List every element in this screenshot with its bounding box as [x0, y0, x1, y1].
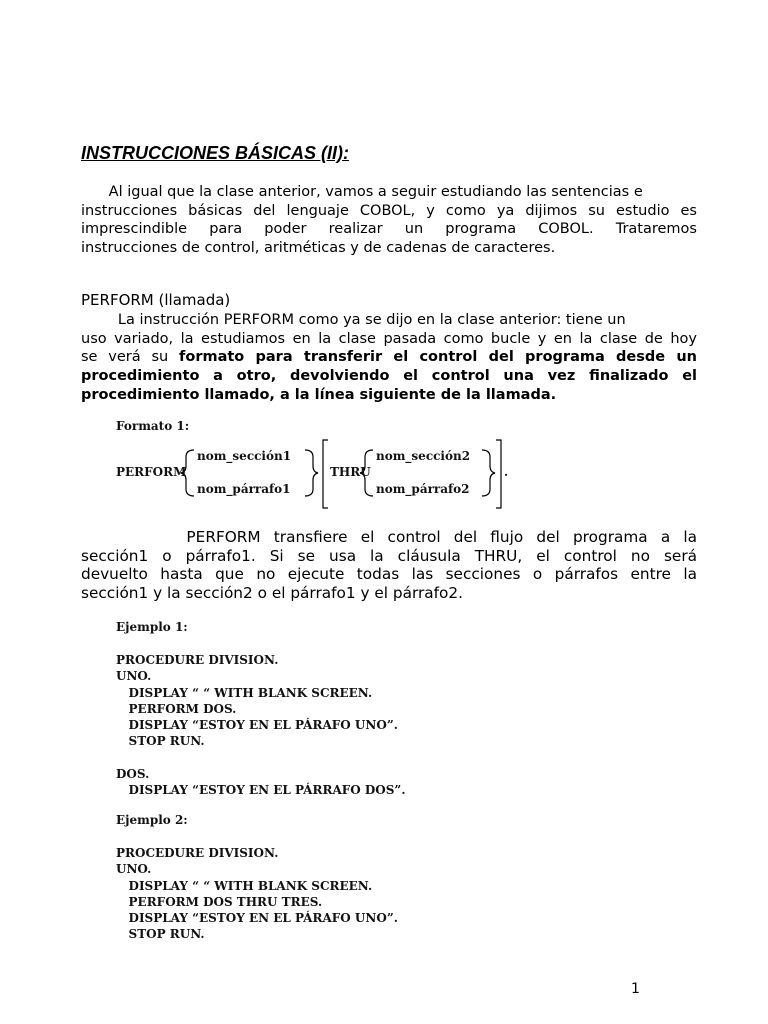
format-label: Formato 1: [116, 419, 190, 433]
nom-parrafo1: nom_párrafo1 [197, 482, 291, 496]
perform-explanation [81, 528, 697, 603]
intro-line: instrucciones de control, aritméticas y de cadenas de caracteres. [81, 240, 556, 257]
explanation-line: sección1 o párrafo1. Si se usa la cláusula THRU, el control no será [81, 546, 697, 565]
perform-keyword: PERFORM [116, 465, 187, 479]
perform-desc-line: procedimiento a otro, devolviendo el control una vez finalizado el [81, 368, 697, 385]
perform-heading: PERFORM (llamada) [81, 291, 231, 309]
code-line: PERFORM DOS. [116, 701, 237, 716]
perform-desc-line: uso variado, la estudiamos en la clase pasada como bucle y en la clase de hoy [81, 330, 697, 347]
code-line: UNO. [116, 669, 152, 684]
code-line: DISPLAY “ESTOY EN EL PÁRAFO UNO”. [116, 718, 398, 733]
perform-desc-line: La instrucción PERFORM como ya se dijo en la clase anterior: tiene un [81, 312, 626, 328]
code-line: PROCEDURE DIVISION. [116, 846, 279, 860]
code-line: STOP RUN. [116, 734, 205, 749]
syntax-period: . [504, 465, 509, 479]
example2-code [116, 845, 398, 943]
code-line: PROCEDURE DIVISION. [116, 653, 279, 667]
nom-parrafo2: nom_párrafo2 [376, 482, 470, 496]
right-brace-2 [482, 450, 495, 496]
right-bracket [496, 440, 501, 508]
perform-desc-text: se verá su [81, 349, 180, 366]
example2-label: Ejemplo 2: [116, 813, 188, 827]
intro-line: instrucciones básicas del lenguaje COBOL, y como ya dijimos su estudio es [81, 202, 697, 219]
left-bracket [323, 440, 328, 508]
perform-desc-bold: formato para transferir el control del programa desde un [179, 349, 697, 366]
code-line: UNO. [116, 862, 152, 877]
code-line: PERFORM DOS THRU TRES. [116, 894, 323, 909]
code-line: DOS. [116, 767, 150, 782]
code-line: DISPLAY “ “ WITH BLANK SCREEN. [116, 685, 373, 700]
explanation-line: devuelto hasta que no ejecute todas las secciones o párrafos entre la [81, 565, 697, 584]
example1-label: Ejemplo 1: [116, 620, 188, 634]
explanation-line: sección1 y la sección2 o el párrafo1 y el párrafo2. [81, 584, 463, 603]
nom-seccion2: nom_sección2 [376, 449, 471, 463]
intro-line: imprescindible para poder realizar un programa COBOL. Trataremos [81, 221, 697, 238]
code-line: DISPLAY “ESTOY EN EL PÁRRAFO DOS”. [116, 783, 406, 798]
page-title: INSTRUCCIONES BÁSICAS (II): [81, 143, 350, 163]
example1-code [116, 652, 406, 799]
perform-desc-line: procedimiento llamado, a la línea siguiente de la llamada. [81, 386, 557, 403]
thru-keyword: THRU [330, 465, 371, 479]
intro-line: Al igual que la clase anterior, vamos a seguir estudiando las sentencias e [81, 184, 643, 200]
code-line: STOP RUN. [116, 927, 205, 942]
code-line: DISPLAY “ “ WITH BLANK SCREEN. [116, 878, 373, 893]
explanation-line: PERFORM transfiere el control del flujo del programa a la [81, 528, 697, 546]
right-brace-1 [305, 450, 318, 496]
code-line: DISPLAY “ESTOY EN EL PÁRAFO UNO”. [116, 911, 398, 926]
page-number: 1 [631, 981, 640, 997]
nom-seccion1: nom_sección1 [197, 449, 292, 463]
code-line [116, 750, 406, 766]
